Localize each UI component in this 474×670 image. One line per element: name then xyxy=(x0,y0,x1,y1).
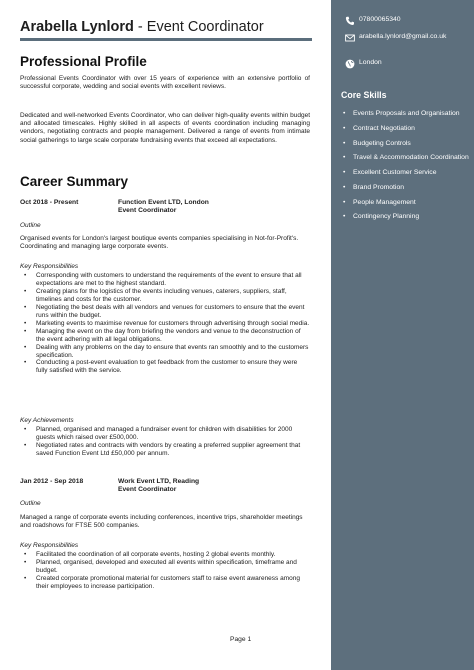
list-item: • Planned, organised and managed a fundraiser event for children with disabilities for 2000 guests which raised over £500,000. xyxy=(20,426,310,442)
job-position: Event Coordinator xyxy=(118,486,177,494)
list-item: • Events Proposals and Organisation xyxy=(341,110,469,119)
achievements-label: Key Achievements xyxy=(20,417,74,424)
list-item: • Contingency Planning xyxy=(341,213,469,222)
email-address[interactable]: arabella.lynlord@gmail.co.uk xyxy=(359,33,447,40)
list-item: • Creating plans for the logistics of the events including venues, caterers, suppliers, staff, timelines and costs for the customer. xyxy=(20,288,310,304)
list-item: • Planned, organised, developed and executed all events within specification, timeframe and budget. xyxy=(20,559,310,575)
outline-label: Outline xyxy=(20,222,41,229)
career-heading: Career Summary xyxy=(20,174,129,189)
achievements-list xyxy=(20,426,310,458)
skills-heading: Core Skills xyxy=(341,90,387,100)
list-item: • Corresponding with customers to understand the requirements of the event to ensure that all expectations are met to the highest standard. xyxy=(20,272,310,288)
list-item: • Created corporate promotional material for customers staff to raise event awareness among their employees to increase participation. xyxy=(20,575,310,591)
cv-header xyxy=(20,18,312,36)
list-item: • Conducting a post-event evaluation to get feedback from the customer to ensure they were fully satisfied with the service. xyxy=(20,359,310,375)
list-item: • People Management xyxy=(341,199,469,208)
profile-heading: Professional Profile xyxy=(20,54,147,69)
main-column xyxy=(20,0,312,670)
candidate-role: Event Coordinator xyxy=(146,19,264,35)
job-company: Function Event LTD, London xyxy=(118,199,209,206)
profile-paragraph-2: Dedicated and well-networked Events Coordinator, who can deliver high-quality events within budget and allocated timescales. Highly skilled in all aspects of events coordination including managing vendors, negotiating contracts and people management. Delivered a range of events from intimate social gatherings to large scale corporate fundraising events that exceed all expectations. xyxy=(20,112,310,144)
list-item: • Negotiated rates and contracts with vendors by creating a preferred supplier agreement that saved Function Event Ltd £50,000 per annum. xyxy=(20,442,310,458)
list-item: • Brand Promotion xyxy=(341,184,469,193)
job-outline: Managed a range of corporate events including conferences, incentive trips, shareholder meetings and roadshows for FTSE 500 companies. xyxy=(20,514,303,530)
phone-icon xyxy=(345,16,355,26)
page-number: Page 1 xyxy=(230,636,252,643)
job-dates: Jan 2012 - Sep 2018 xyxy=(20,478,84,485)
header-separator: - xyxy=(133,19,147,35)
list-item: • Marketing events to maximise revenue for customers through advertising through social media. xyxy=(20,320,310,328)
list-item: • Facilitated the coordination of all corporate events, hosting 2 global events monthly. xyxy=(20,551,310,559)
list-item: • Budgeting Controls xyxy=(341,140,469,149)
job-dates: Oct 2018 - Present xyxy=(20,199,79,206)
list-item: • Managing the event on the day from briefing the vendors and venue to the deconstruction of the event adhering with all legal obligations. xyxy=(20,328,310,344)
list-item: • Travel & Accommodation Coordination xyxy=(341,154,469,163)
envelope-icon xyxy=(345,33,355,43)
responsibilities-list xyxy=(20,551,310,591)
job-outline: Organised events for London's largest boutique events companies specialising in Not-for-Profit's. Coordinating and managing large corporate events. xyxy=(20,235,299,251)
job-org xyxy=(118,199,209,215)
candidate-name: Arabella Lynlord xyxy=(20,19,134,35)
globe-icon xyxy=(345,59,355,69)
header-divider xyxy=(20,38,312,41)
responsibilities-label: Key Responsibilities xyxy=(20,263,79,270)
phone-number[interactable]: 07800065340 xyxy=(359,16,401,23)
job-company: Work Event LTD, Reading xyxy=(118,478,200,485)
job-org xyxy=(118,478,199,494)
responsibilities-list xyxy=(20,272,310,375)
list-item: • Negotiating the best deals with all vendors and venues for customers to ensure that the event runs within the budget. xyxy=(20,304,310,320)
location: London xyxy=(359,59,382,66)
list-item: • Contract Negotiation xyxy=(341,125,469,134)
job-position: Event Coordinator xyxy=(118,207,177,215)
skills-list xyxy=(341,110,469,228)
outline-label: Outline xyxy=(20,500,41,507)
list-item: • Dealing with any problems on the day to ensure that events ran smoothly and to the customers specification. xyxy=(20,344,310,360)
responsibilities-label: Key Responsibilities xyxy=(20,542,79,549)
profile-paragraph-1: Professional Events Coordinator with over 15 years of experience with an extensive portfolio of successful corporate, wedding and social events with excellent reviews. xyxy=(20,75,310,91)
sidebar xyxy=(331,0,474,670)
list-item: • Excellent Customer Service xyxy=(341,169,469,178)
